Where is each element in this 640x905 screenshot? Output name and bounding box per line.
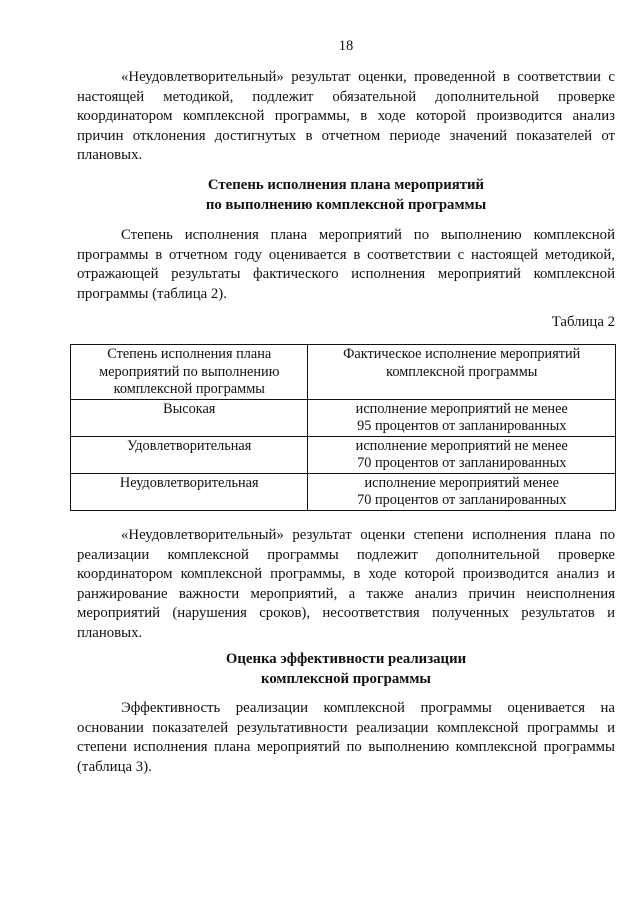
header-line: мероприятий по выполнению (99, 363, 280, 380)
header-cell-execution (308, 345, 616, 400)
cell-line: исполнение мероприятий не менее (355, 437, 568, 454)
plan-execution-table (70, 344, 616, 511)
page-number: 18 (338, 38, 354, 54)
header-line: Фактическое исполнение мероприятий (343, 346, 581, 362)
heading-efficiency-assessment (77, 650, 615, 689)
table-row (71, 473, 616, 510)
paragraph-unsatisfactory-plan: «Неудовлетворительный» результат оценки степени исполнения плана по реализации комплексной программы подлежит дополнительной проверке координатором комплексной программы, в ходе которой производится анализ и ранжирование важности мероприятий, а также анализ причин неисполнения мероприятий (нарушения сроков), несоответствия полученных результатов и плановых. (77, 527, 615, 641)
heading-line: комплексной программы (260, 670, 431, 687)
table-row (71, 436, 616, 473)
paragraph-plan-execution: Степень исполнения плана мероприятий по выполнению комплексной программы в отчетном году оценивается в соответствии с настоящей методикой, отражающей результаты фактического исполнения мероприятий комплексной программы (таблица 2). (77, 227, 615, 302)
heading-line: Степень исполнения плана мероприятий (207, 177, 485, 193)
table-caption: Таблица 2 (551, 314, 615, 330)
header-cell-degree (71, 345, 308, 400)
cell-execution (308, 473, 616, 510)
cell-execution (308, 436, 616, 473)
heading-line: Оценка эффективности реализации (225, 651, 467, 667)
cell-degree: Неудовлетворительная (71, 473, 308, 510)
heading-line: по выполнению комплексной программы (205, 196, 487, 213)
paragraph-efficiency: Эффективность реализации комплексной программы оценивается на основании показателей результативности реализации комплексной программы и степени исполнения плана мероприятий по выполнению комплексной программы (таблица 3). (77, 700, 615, 775)
table-header-row (71, 345, 616, 400)
cell-degree: Высокая (71, 399, 308, 436)
header-line: комплексной программы (113, 381, 265, 397)
paragraph-unsatisfactory-indicators: «Неудовлетворительный» результат оценки, проведенной в соответствии с настоящей методикой, подлежит обязательной дополнительной проверке координатором комплексной программы, в ходе которой производится анализ причин отклонения достигнутых в отчетном периоде значений показателей от плановых. (77, 69, 615, 164)
heading-plan-execution-degree (77, 176, 615, 215)
header-line: Степень исполнения плана (107, 346, 272, 362)
header-line: комплексной программы (386, 363, 538, 380)
cell-line: исполнение мероприятий не менее (355, 400, 568, 417)
cell-execution (308, 399, 616, 436)
cell-degree: Удовлетворительная (71, 436, 308, 473)
cell-line: 70 процентов от запланированных (357, 455, 567, 471)
table-row (71, 399, 616, 436)
cell-line: 70 процентов от запланированных (357, 492, 567, 508)
cell-line: 95 процентов от запланированных (357, 418, 567, 434)
cell-line: исполнение мероприятий менее (364, 474, 559, 491)
